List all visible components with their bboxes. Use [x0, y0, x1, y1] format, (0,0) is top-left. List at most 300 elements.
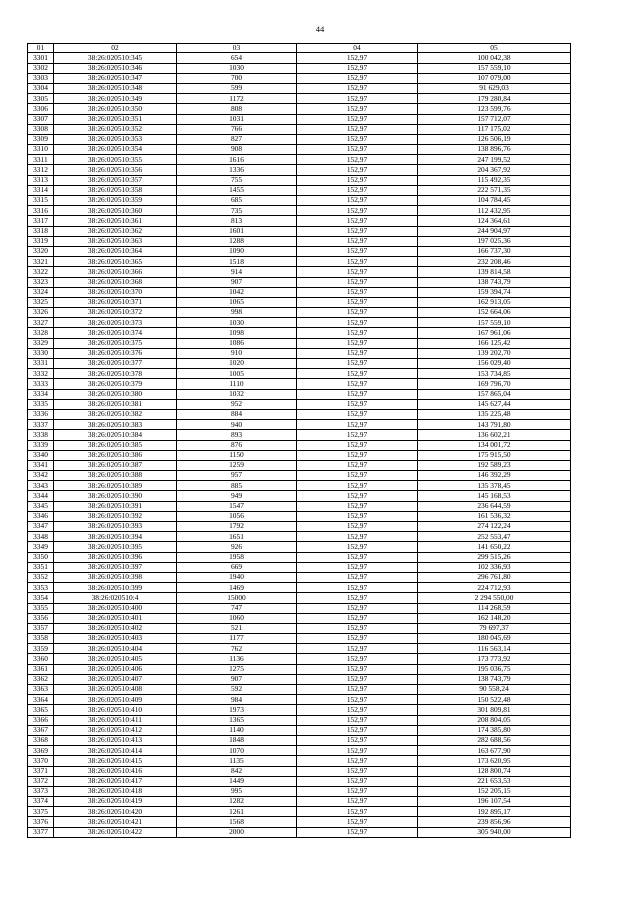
- rate-cell: 152,97: [297, 664, 418, 674]
- cadastral-number-cell: 38:26:020510:366: [54, 267, 177, 277]
- rate-cell: 152,97: [297, 104, 418, 114]
- table-row: [28, 685, 571, 695]
- cadastral-number-cell: 38:26:020510:395: [54, 542, 177, 552]
- cadastral-number-cell: 38:26:020510:398: [54, 572, 177, 582]
- rate-cell: 152,97: [297, 501, 418, 511]
- rate-cell: 152,97: [297, 460, 418, 470]
- area-cell: 1031: [177, 114, 297, 124]
- table-row: [28, 175, 571, 185]
- area-cell: 907: [177, 674, 297, 684]
- table-row: [28, 348, 571, 358]
- value-cell: 204 367,92: [418, 165, 571, 175]
- area-cell: 1616: [177, 155, 297, 165]
- table-row: [28, 634, 571, 644]
- row-number-cell: 3376: [28, 817, 54, 827]
- row-number-cell: 3327: [28, 318, 54, 328]
- cadastral-number-cell: 38:26:020510:409: [54, 695, 177, 705]
- rate-cell: 152,97: [297, 338, 418, 348]
- value-cell: 139 814,58: [418, 267, 571, 277]
- value-cell: 173 620,95: [418, 756, 571, 766]
- cadastral-number-cell: 38:26:020510:346: [54, 63, 177, 73]
- value-cell: 157 559,10: [418, 63, 571, 73]
- cadastral-number-cell: 38:26:020510:375: [54, 338, 177, 348]
- rate-cell: 152,97: [297, 522, 418, 532]
- rate-cell: 152,97: [297, 318, 418, 328]
- value-cell: 224 712,93: [418, 583, 571, 593]
- rate-cell: 152,97: [297, 185, 418, 195]
- value-cell: 222 571,35: [418, 185, 571, 195]
- row-number-cell: 3341: [28, 460, 54, 470]
- area-cell: 1792: [177, 522, 297, 532]
- area-cell: 1973: [177, 705, 297, 715]
- rate-cell: 152,97: [297, 257, 418, 267]
- rate-cell: 152,97: [297, 644, 418, 654]
- value-cell: 136 602,21: [418, 430, 571, 440]
- cadastral-number-cell: 38:26:020510:417: [54, 776, 177, 786]
- cadastral-number-cell: 38:26:020510:385: [54, 440, 177, 450]
- rate-cell: 152,97: [297, 145, 418, 155]
- value-cell: 128 800,74: [418, 766, 571, 776]
- cadastral-number-cell: 38:26:020510:393: [54, 522, 177, 532]
- table-row: [28, 664, 571, 674]
- row-number-cell: 3368: [28, 735, 54, 745]
- cadastral-number-cell: 38:26:020510:384: [54, 430, 177, 440]
- cadastral-number-cell: 38:26:020510:410: [54, 705, 177, 715]
- area-cell: 1455: [177, 185, 297, 195]
- row-number-cell: 3345: [28, 501, 54, 511]
- rate-cell: 152,97: [297, 83, 418, 93]
- area-cell: 1030: [177, 63, 297, 73]
- cadastral-number-cell: 38:26:020510:414: [54, 746, 177, 756]
- table-row: [28, 399, 571, 409]
- column-header-03: 03: [177, 44, 297, 53]
- table-row: [28, 756, 571, 766]
- area-cell: 1601: [177, 226, 297, 236]
- area-cell: 908: [177, 145, 297, 155]
- rate-cell: 152,97: [297, 572, 418, 582]
- row-number-cell: 3373: [28, 786, 54, 796]
- area-cell: 592: [177, 685, 297, 695]
- cadastral-number-cell: 38:26:020510:350: [54, 104, 177, 114]
- area-cell: 1469: [177, 583, 297, 593]
- cadastral-number-cell: 38:26:020510:4: [54, 593, 177, 603]
- row-number-cell: 3319: [28, 236, 54, 246]
- value-cell: 100 042,38: [418, 53, 571, 63]
- value-cell: 159 394,74: [418, 287, 571, 297]
- row-number-cell: 3320: [28, 246, 54, 256]
- row-number-cell: 3365: [28, 705, 54, 715]
- row-number-cell: 3346: [28, 511, 54, 521]
- table-row: [28, 379, 571, 389]
- cadastral-number-cell: 38:26:020510:411: [54, 715, 177, 725]
- value-cell: 152 664,06: [418, 308, 571, 318]
- area-cell: 926: [177, 542, 297, 552]
- cadastral-number-cell: 38:26:020510:358: [54, 185, 177, 195]
- table-row: [28, 522, 571, 532]
- row-number-cell: 3363: [28, 685, 54, 695]
- rate-cell: 152,97: [297, 114, 418, 124]
- row-number-cell: 3332: [28, 369, 54, 379]
- value-cell: 104 784,45: [418, 196, 571, 206]
- cadastral-number-cell: 38:26:020510:377: [54, 359, 177, 369]
- value-cell: 163 677,90: [418, 746, 571, 756]
- table-row: [28, 542, 571, 552]
- row-number-cell: 3321: [28, 257, 54, 267]
- cadastral-number-cell: 38:26:020510:353: [54, 134, 177, 144]
- cadastral-number-cell: 38:26:020510:348: [54, 83, 177, 93]
- table-row: [28, 746, 571, 756]
- row-number-cell: 3350: [28, 552, 54, 562]
- row-number-cell: 3312: [28, 165, 54, 175]
- cadastral-number-cell: 38:26:020510:405: [54, 654, 177, 664]
- table-row: [28, 145, 571, 155]
- value-cell: 157 712,07: [418, 114, 571, 124]
- area-cell: 952: [177, 399, 297, 409]
- rate-cell: 152,97: [297, 216, 418, 226]
- row-number-cell: 3315: [28, 196, 54, 206]
- row-number-cell: 3344: [28, 491, 54, 501]
- cadastral-number-cell: 38:26:020510:404: [54, 644, 177, 654]
- area-cell: 1177: [177, 634, 297, 644]
- value-cell: 152 205,15: [418, 786, 571, 796]
- table-row: [28, 440, 571, 450]
- rate-cell: 152,97: [297, 440, 418, 450]
- rate-cell: 152,97: [297, 389, 418, 399]
- table-row: [28, 552, 571, 562]
- table-row: [28, 359, 571, 369]
- table-row: [28, 389, 571, 399]
- row-number-cell: 3308: [28, 124, 54, 134]
- table-row: [28, 297, 571, 307]
- cadastral-number-cell: 38:26:020510:374: [54, 328, 177, 338]
- table-row: [28, 450, 571, 460]
- rate-cell: 152,97: [297, 369, 418, 379]
- area-cell: 1848: [177, 735, 297, 745]
- area-cell: 654: [177, 53, 297, 63]
- value-cell: 169 796,70: [418, 379, 571, 389]
- row-number-cell: 3369: [28, 746, 54, 756]
- rate-cell: 152,97: [297, 297, 418, 307]
- row-number-cell: 3352: [28, 572, 54, 582]
- area-cell: 1336: [177, 165, 297, 175]
- table-row: [28, 715, 571, 725]
- area-cell: 1275: [177, 664, 297, 674]
- rate-cell: 152,97: [297, 348, 418, 358]
- value-cell: 244 904,97: [418, 226, 571, 236]
- cadastral-number-cell: 38:26:020510:402: [54, 623, 177, 633]
- cadastral-number-cell: 38:26:020510:419: [54, 797, 177, 807]
- area-cell: 1172: [177, 94, 297, 104]
- value-cell: 252 553,47: [418, 532, 571, 542]
- table-row: [28, 63, 571, 73]
- table-row: [28, 420, 571, 430]
- row-number-cell: 3364: [28, 695, 54, 705]
- area-cell: 827: [177, 134, 297, 144]
- rate-cell: 152,97: [297, 450, 418, 460]
- row-number-cell: 3324: [28, 287, 54, 297]
- value-cell: 153 734,85: [418, 369, 571, 379]
- table-row: [28, 73, 571, 83]
- cadastral-number-cell: 38:26:020510:400: [54, 603, 177, 613]
- value-cell: 236 644,59: [418, 501, 571, 511]
- value-cell: 301 809,81: [418, 705, 571, 715]
- area-cell: 1958: [177, 552, 297, 562]
- cadastral-number-cell: 38:26:020510:352: [54, 124, 177, 134]
- rate-cell: 152,97: [297, 134, 418, 144]
- table-row: [28, 216, 571, 226]
- value-cell: 239 856,96: [418, 817, 571, 827]
- rate-cell: 152,97: [297, 562, 418, 572]
- value-cell: 135 225,48: [418, 409, 571, 419]
- area-cell: 1282: [177, 797, 297, 807]
- value-cell: 195 036,75: [418, 664, 571, 674]
- area-cell: 762: [177, 644, 297, 654]
- area-cell: 1042: [177, 287, 297, 297]
- area-cell: 1090: [177, 246, 297, 256]
- value-cell: 124 364,61: [418, 216, 571, 226]
- value-cell: 126 506,19: [418, 134, 571, 144]
- rate-cell: 152,97: [297, 685, 418, 695]
- row-number-cell: 3310: [28, 145, 54, 155]
- value-cell: 161 536,32: [418, 511, 571, 521]
- column-header-02: 02: [54, 44, 177, 53]
- cadastral-number-cell: 38:26:020510:422: [54, 827, 177, 837]
- table-row: [28, 124, 571, 134]
- rate-cell: 152,97: [297, 236, 418, 246]
- area-cell: 1288: [177, 236, 297, 246]
- area-cell: 808: [177, 104, 297, 114]
- rate-cell: 152,97: [297, 267, 418, 277]
- table-row: [28, 572, 571, 582]
- row-number-cell: 3330: [28, 348, 54, 358]
- rate-cell: 152,97: [297, 287, 418, 297]
- table-row: [28, 623, 571, 633]
- value-cell: 138 896,76: [418, 145, 571, 155]
- row-number-cell: 3318: [28, 226, 54, 236]
- row-number-cell: 3323: [28, 277, 54, 287]
- row-number-cell: 3328: [28, 328, 54, 338]
- row-number-cell: 3334: [28, 389, 54, 399]
- value-cell: 138 743,79: [418, 674, 571, 684]
- row-number-cell: 3305: [28, 94, 54, 104]
- value-cell: 143 791,80: [418, 420, 571, 430]
- rate-cell: 152,97: [297, 735, 418, 745]
- table-row: [28, 226, 571, 236]
- area-cell: 1449: [177, 776, 297, 786]
- cadastral-number-cell: 38:26:020510:372: [54, 308, 177, 318]
- rate-cell: 152,97: [297, 532, 418, 542]
- area-cell: 884: [177, 409, 297, 419]
- table-row: [28, 613, 571, 623]
- cadastral-number-cell: 38:26:020510:351: [54, 114, 177, 124]
- area-cell: 1940: [177, 572, 297, 582]
- area-cell: 876: [177, 440, 297, 450]
- table-row: [28, 725, 571, 735]
- row-number-cell: 3347: [28, 522, 54, 532]
- rate-cell: 152,97: [297, 817, 418, 827]
- rate-cell: 152,97: [297, 94, 418, 104]
- row-number-cell: 3329: [28, 338, 54, 348]
- cadastral-number-cell: 38:26:020510:378: [54, 369, 177, 379]
- value-cell: 2 294 550,00: [418, 593, 571, 603]
- rate-cell: 152,97: [297, 786, 418, 796]
- rate-cell: 152,97: [297, 359, 418, 369]
- cadastral-number-cell: 38:26:020510:392: [54, 511, 177, 521]
- rate-cell: 152,97: [297, 674, 418, 684]
- value-cell: 282 688,56: [418, 735, 571, 745]
- cadastral-number-cell: 38:26:020510:376: [54, 348, 177, 358]
- table-row: [28, 501, 571, 511]
- value-cell: 91 629,03: [418, 83, 571, 93]
- row-number-cell: 3371: [28, 766, 54, 776]
- table-row: [28, 155, 571, 165]
- cadastral-number-cell: 38:26:020510:403: [54, 634, 177, 644]
- row-number-cell: 3357: [28, 623, 54, 633]
- row-number-cell: 3337: [28, 420, 54, 430]
- table-row: [28, 308, 571, 318]
- area-cell: 685: [177, 196, 297, 206]
- value-cell: 145 627,44: [418, 399, 571, 409]
- rate-cell: 152,97: [297, 511, 418, 521]
- area-cell: 1086: [177, 338, 297, 348]
- cadastral-number-cell: 38:26:020510:355: [54, 155, 177, 165]
- table-row: [28, 338, 571, 348]
- rate-cell: 152,97: [297, 175, 418, 185]
- cadastral-number-cell: 38:26:020510:357: [54, 175, 177, 185]
- rate-cell: 152,97: [297, 328, 418, 338]
- row-number-cell: 3303: [28, 73, 54, 83]
- value-cell: 232 208,46: [418, 257, 571, 267]
- value-cell: 162 913,05: [418, 297, 571, 307]
- cadastral-number-cell: 38:26:020510:360: [54, 206, 177, 216]
- table-row: [28, 481, 571, 491]
- rate-cell: 152,97: [297, 654, 418, 664]
- table-row: [28, 827, 571, 837]
- area-cell: 984: [177, 695, 297, 705]
- table-row: [28, 114, 571, 124]
- value-cell: 107 079,00: [418, 73, 571, 83]
- cadastral-number-cell: 38:26:020510:356: [54, 165, 177, 175]
- row-number-cell: 3358: [28, 634, 54, 644]
- value-cell: 180 045,69: [418, 634, 571, 644]
- row-number-cell: 3361: [28, 664, 54, 674]
- row-number-cell: 3370: [28, 756, 54, 766]
- area-cell: 1030: [177, 318, 297, 328]
- row-number-cell: 3304: [28, 83, 54, 93]
- rate-cell: 152,97: [297, 623, 418, 633]
- rate-cell: 152,97: [297, 776, 418, 786]
- value-cell: 162 148,20: [418, 613, 571, 623]
- table-row: [28, 134, 571, 144]
- value-cell: 146 392,29: [418, 471, 571, 481]
- row-number-cell: 3375: [28, 807, 54, 817]
- area-cell: 957: [177, 471, 297, 481]
- table-row: [28, 369, 571, 379]
- row-number-cell: 3322: [28, 267, 54, 277]
- table-row: [28, 817, 571, 827]
- area-cell: 998: [177, 308, 297, 318]
- data-table: [27, 43, 571, 838]
- rate-cell: 152,97: [297, 308, 418, 318]
- rate-cell: 152,97: [297, 593, 418, 603]
- area-cell: 1568: [177, 817, 297, 827]
- area-cell: 1140: [177, 725, 297, 735]
- cadastral-number-cell: 38:26:020510:371: [54, 297, 177, 307]
- row-number-cell: 3362: [28, 674, 54, 684]
- value-cell: 112 432,95: [418, 206, 571, 216]
- rate-cell: 152,97: [297, 766, 418, 776]
- table-row: [28, 593, 571, 603]
- rate-cell: 152,97: [297, 53, 418, 63]
- value-cell: 157 559,10: [418, 318, 571, 328]
- cadastral-number-cell: 38:26:020510:390: [54, 491, 177, 501]
- row-number-cell: 3309: [28, 134, 54, 144]
- cadastral-number-cell: 38:26:020510:415: [54, 756, 177, 766]
- area-cell: 766: [177, 124, 297, 134]
- table-row: [28, 654, 571, 664]
- area-cell: 2000: [177, 827, 297, 837]
- value-cell: 174 385,80: [418, 725, 571, 735]
- table-row: [28, 430, 571, 440]
- row-number-cell: 3302: [28, 63, 54, 73]
- value-cell: 145 168,53: [418, 491, 571, 501]
- cadastral-number-cell: 38:26:020510:388: [54, 471, 177, 481]
- table-row: [28, 471, 571, 481]
- table-row: [28, 165, 571, 175]
- row-number-cell: 3340: [28, 450, 54, 460]
- cadastral-number-cell: 38:26:020510:365: [54, 257, 177, 267]
- page-number: 44: [315, 24, 325, 34]
- table-row: [28, 328, 571, 338]
- row-number-cell: 3317: [28, 216, 54, 226]
- cadastral-number-cell: 38:26:020510:386: [54, 450, 177, 460]
- rate-cell: 152,97: [297, 827, 418, 837]
- area-cell: 910: [177, 348, 297, 358]
- area-cell: 1032: [177, 389, 297, 399]
- cadastral-number-cell: 38:26:020510:370: [54, 287, 177, 297]
- area-cell: 1065: [177, 297, 297, 307]
- table-row: [28, 695, 571, 705]
- cadastral-number-cell: 38:26:020510:349: [54, 94, 177, 104]
- rate-cell: 152,97: [297, 481, 418, 491]
- cadastral-number-cell: 38:26:020510:418: [54, 786, 177, 796]
- row-number-cell: 3348: [28, 532, 54, 542]
- cadastral-number-cell: 38:26:020510:373: [54, 318, 177, 328]
- value-cell: 115 492,35: [418, 175, 571, 185]
- area-cell: 747: [177, 603, 297, 613]
- table-row: [28, 318, 571, 328]
- value-cell: 102 336,93: [418, 562, 571, 572]
- area-cell: 1056: [177, 511, 297, 521]
- row-number-cell: 3355: [28, 603, 54, 613]
- area-cell: 700: [177, 73, 297, 83]
- value-cell: 179 280,84: [418, 94, 571, 104]
- area-cell: 842: [177, 766, 297, 776]
- row-number-cell: 3316: [28, 206, 54, 216]
- row-number-cell: 3359: [28, 644, 54, 654]
- value-cell: 135 378,45: [418, 481, 571, 491]
- cadastral-number-cell: 38:26:020510:347: [54, 73, 177, 83]
- area-cell: 1651: [177, 532, 297, 542]
- rate-cell: 152,97: [297, 124, 418, 134]
- table-row: [28, 409, 571, 419]
- cadastral-number-cell: 38:26:020510:362: [54, 226, 177, 236]
- table-header-row: [28, 44, 571, 53]
- cadastral-number-cell: 38:26:020510:408: [54, 685, 177, 695]
- value-cell: 196 107,54: [418, 797, 571, 807]
- row-number-cell: 3342: [28, 471, 54, 481]
- area-cell: 1060: [177, 613, 297, 623]
